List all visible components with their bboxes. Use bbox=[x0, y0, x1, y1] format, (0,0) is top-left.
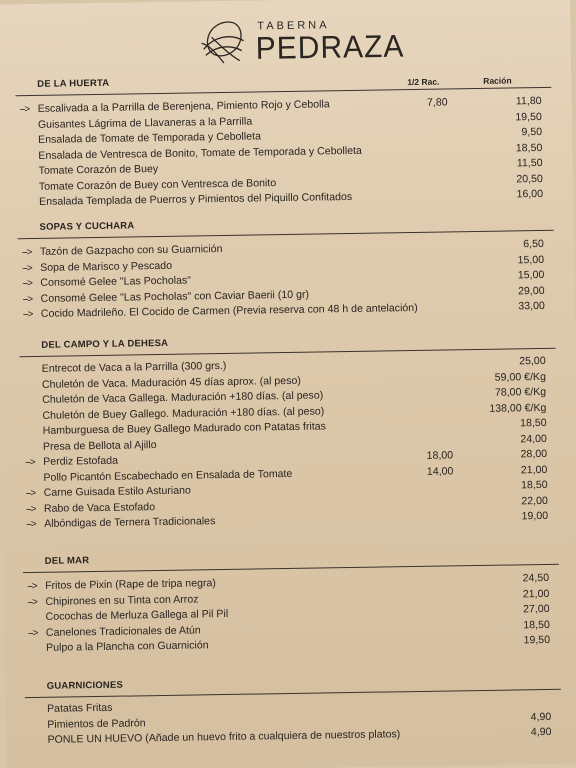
item-half-price bbox=[397, 726, 457, 727]
item-name: Guisantes Lágrima de Llavaneras a la Parrilla bbox=[37, 115, 253, 131]
item-list bbox=[25, 694, 562, 749]
arrow-icon: --> bbox=[25, 487, 36, 500]
item-name: Tomate Corazón de Buey bbox=[38, 163, 159, 177]
item-half-price bbox=[388, 111, 448, 112]
item-half-price bbox=[394, 479, 454, 480]
item-half-price bbox=[397, 695, 457, 696]
item-name: Canelones Tradicionales de Atún bbox=[45, 623, 201, 639]
item-half-price bbox=[390, 238, 450, 239]
section-mar bbox=[23, 545, 561, 657]
item-name: Cocochas de Merluza Gallega al Pil Pil bbox=[45, 607, 229, 623]
arrow-icon: --> bbox=[22, 293, 33, 305]
item-name: Chuletón de Vaca. Maduración 45 días aprox. (al peso) bbox=[41, 374, 301, 391]
item-name: Tomate Corazón de Buey con Ventresca de Bonito bbox=[38, 176, 277, 193]
item-price: 6,50 bbox=[523, 237, 544, 251]
item-price: 22,00 bbox=[521, 494, 548, 507]
item-price: 9,50 bbox=[521, 125, 543, 139]
item-list bbox=[20, 354, 559, 533]
item-half-price bbox=[396, 634, 456, 635]
item-half-price bbox=[397, 711, 457, 712]
section-title: DE LA HUERTA bbox=[37, 77, 110, 90]
item-name: Sopa de Marisco y Pescado bbox=[40, 259, 173, 274]
item-half-price bbox=[392, 371, 452, 372]
section-title: DEL MAR bbox=[44, 555, 90, 567]
logo bbox=[199, 13, 405, 72]
column-full-portion: Ración bbox=[483, 75, 512, 86]
item-price: 28,00 bbox=[520, 447, 548, 461]
item-half-price bbox=[395, 572, 455, 573]
item-name: Ensalada Templada de Puerros y Pimientos del Piquillo Confitados bbox=[39, 190, 353, 208]
section-title: DEL CAMPO Y LA DEHESA bbox=[41, 337, 169, 351]
item-price: 29,00 bbox=[517, 284, 545, 297]
item-name: Pollo Picantón Escabechado en Ensalada de Tomate bbox=[43, 467, 293, 484]
item-half-price: 18,00 bbox=[426, 449, 454, 462]
item-price: 138,00 €/Kg bbox=[489, 401, 547, 415]
item-half-price bbox=[392, 386, 452, 387]
item-half-price bbox=[392, 402, 452, 403]
item-name: Fritos de Pixin (Rape de tripa negra) bbox=[45, 577, 216, 592]
item-price: 21,00 bbox=[522, 587, 550, 600]
item-price bbox=[481, 694, 551, 695]
item-name: Tazón de Gazpacho con su Guarnición bbox=[39, 243, 223, 258]
item-half-price bbox=[393, 433, 453, 434]
logo-text-top: TABERNA bbox=[257, 19, 330, 33]
item-half-price bbox=[395, 588, 455, 589]
item-price: 4,90 bbox=[530, 710, 552, 723]
item-list bbox=[23, 571, 560, 657]
item-name: Pimientos de Padrón bbox=[47, 716, 146, 731]
item-price: 33,00 bbox=[518, 299, 545, 313]
item-name: Cocido Madrileño. El Cocido de Carmen (Previa reserva con 48 h de antelación) bbox=[40, 301, 418, 320]
item-half-price bbox=[392, 355, 452, 356]
item-half-price bbox=[394, 510, 454, 511]
item-half-price bbox=[390, 285, 450, 286]
item-price: 16,00 bbox=[516, 187, 544, 201]
item-price: 19,00 bbox=[521, 509, 549, 523]
item-half-price bbox=[393, 417, 453, 418]
item-name: Escalivada a la Parrilla de Berenjena, Pimiento Rojo y Cebolla bbox=[37, 98, 330, 115]
item-name: Presa de Bellota al Ajillo bbox=[42, 438, 157, 453]
item-price: 78,00 €/Kg bbox=[494, 385, 547, 399]
item-half-price bbox=[395, 603, 455, 604]
column-half-portion: 1/2 Rac. bbox=[407, 76, 440, 88]
item-name: Patatas Fritas bbox=[46, 701, 113, 715]
item-price: 18,50 bbox=[521, 478, 548, 492]
arrow-icon: --> bbox=[26, 518, 36, 531]
item-price: 15,00 bbox=[517, 253, 545, 266]
item-price: 20,50 bbox=[516, 172, 543, 185]
item-price: 4,90 bbox=[530, 725, 552, 739]
item-half-price bbox=[390, 254, 450, 255]
logo-knot-icon bbox=[199, 15, 248, 68]
item-name: Albóndigas de Ternera Tradicionales bbox=[44, 515, 216, 530]
item-name: Consomé Gelee "Las Pocholas" con Caviar Baerii (10 gr) bbox=[40, 288, 310, 305]
arrow-icon: --> bbox=[22, 262, 32, 274]
item-price: 27,00 bbox=[522, 602, 550, 616]
arrow-icon: --> bbox=[27, 580, 37, 593]
item-half-price: 14,00 bbox=[426, 464, 454, 478]
section-campo bbox=[19, 329, 558, 533]
item-half-price bbox=[388, 126, 448, 127]
item-price: 25,00 bbox=[519, 354, 546, 368]
arrow-icon: --> bbox=[21, 247, 32, 259]
section-title: SOPAS Y CUCHARA bbox=[39, 220, 135, 233]
item-price: 24,00 bbox=[520, 432, 547, 445]
item-name: Pulpo a la Plancha con Guarnición bbox=[46, 639, 209, 654]
item-list bbox=[18, 237, 555, 323]
item-price: 18,50 bbox=[515, 141, 543, 154]
section-huerta bbox=[15, 68, 553, 211]
item-name: Consomé Gelee "Las Pocholas" bbox=[40, 274, 192, 289]
item-name: PONLE UN HUEVO (Añade un huevo frito a cualquiera de nuestros platos) bbox=[47, 728, 401, 746]
item-price: 24,50 bbox=[522, 571, 550, 585]
item-price: 19,50 bbox=[523, 633, 551, 647]
arrow-icon: --> bbox=[27, 627, 38, 639]
item-name: Ensalada de Ventresca de Bonito, Tomate de Temporada y Cebolleta bbox=[38, 144, 362, 162]
item-price: 21,00 bbox=[520, 463, 548, 476]
item-list bbox=[16, 94, 554, 211]
arrow-icon: --> bbox=[22, 278, 32, 290]
item-name: Entrecot de Vaca a la Parrilla (300 grs.) bbox=[41, 359, 227, 375]
item-price: 11,80 bbox=[515, 94, 542, 108]
item-name: Perdiz Estofada bbox=[43, 454, 119, 468]
item-name: Chuletón de Buey Gallego. Maduración +180 días. (al peso) bbox=[42, 404, 325, 422]
item-name: Carne Guisada Estilo Asturiano bbox=[43, 484, 191, 499]
item-price: 18,50 bbox=[523, 618, 550, 631]
arrow-icon: --> bbox=[25, 456, 35, 469]
arrow-icon: --> bbox=[19, 104, 30, 116]
item-name: Rabo de Vaca Estofado bbox=[43, 500, 156, 515]
item-half-price: 7,80 bbox=[426, 96, 448, 109]
item-half-price bbox=[388, 142, 448, 143]
arrow-icon: --> bbox=[22, 309, 33, 321]
item-half-price bbox=[389, 188, 449, 189]
item-name: Chipirones en su Tinta con Arroz bbox=[45, 592, 199, 608]
logo-text-bottom: PEDRAZA bbox=[255, 29, 405, 67]
item-name: Ensalada de Tomate de Temporada y Cebolleta bbox=[38, 130, 262, 146]
arrow-icon: --> bbox=[27, 596, 37, 608]
item-half-price bbox=[390, 269, 450, 270]
section-guarniciones bbox=[25, 670, 562, 749]
item-price: 15,00 bbox=[517, 268, 545, 282]
section-sopas bbox=[17, 211, 555, 323]
item-half-price bbox=[394, 495, 454, 496]
item-price: 59,00 €/Kg bbox=[494, 370, 547, 384]
item-price: 11,50 bbox=[516, 156, 543, 170]
item-price: 18,50 bbox=[520, 416, 547, 430]
item-half-price bbox=[389, 173, 449, 174]
section-title: GUARNICIONES bbox=[46, 679, 124, 692]
item-half-price bbox=[396, 619, 456, 620]
item-price: 19,50 bbox=[515, 110, 542, 123]
item-half-price bbox=[388, 157, 448, 158]
item-name: Chuletón de Vaca Gallega. Maduración +180 días. (al peso) bbox=[42, 389, 324, 406]
item-name: Hamburguesa de Buey Gallego Madurado con Patatas fritas bbox=[42, 420, 327, 437]
arrow-icon: --> bbox=[25, 503, 36, 515]
